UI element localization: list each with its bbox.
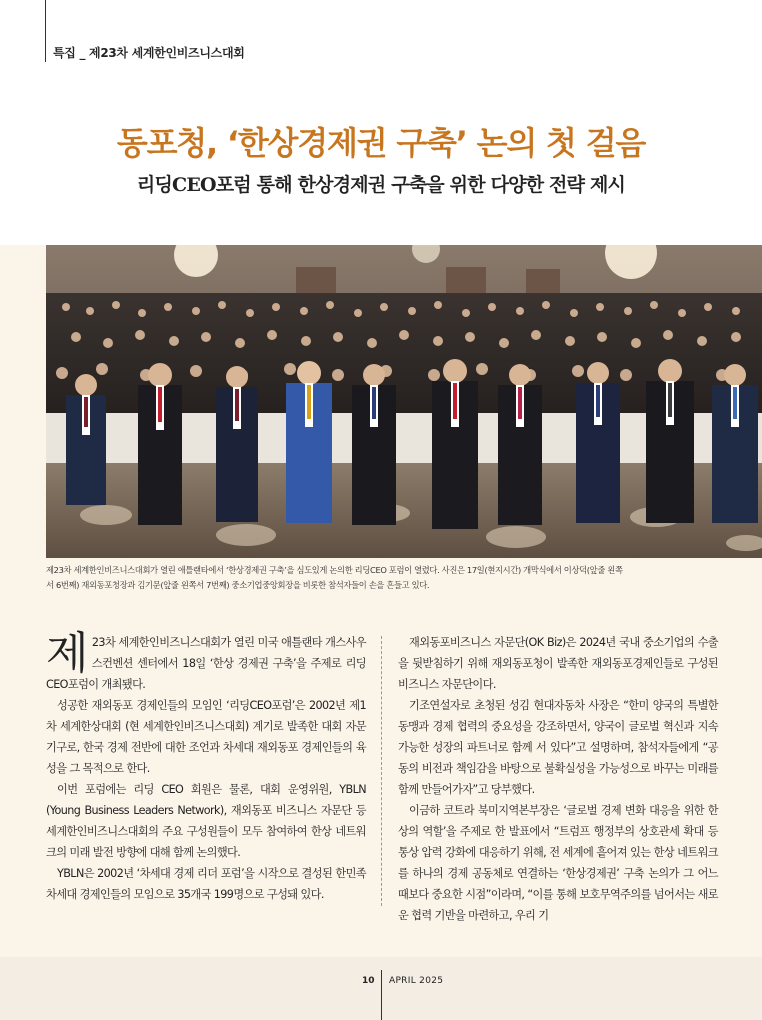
article-column-right xyxy=(398,632,718,926)
article-subheadline: 리딩CEO포럼 통해 한상경제권 구축을 위한 다양한 전략 제시 xyxy=(136,174,626,196)
page-number: 10 xyxy=(362,976,375,986)
event-photo-illustration xyxy=(46,245,762,558)
issue-date: APRIL 2025 xyxy=(389,976,444,986)
article-paragraph: 재외동포비즈니스 자문단(OK Biz)은 2024년 국내 중소기업의 수출을 뒷받침하기 위해 재외동포청이 발족한 재외동포경제인들로 구성된 비즈니스 자문단이다. xyxy=(398,636,718,691)
article-paragraph-text: 23차 세계한인비즈니스대회가 열린 미국 애틀랜타 개스사우스컨벤션 센터에서 18일 ‘한상 경제권 구축’을 주제로 리딩CEO포럼이 개최됐다. xyxy=(46,636,366,691)
drop-cap: 제 xyxy=(46,628,88,679)
article-paragraph: 이금하 코트라 북미지역본부장은 ‘글로벌 경제 변화 대응을 위한 한상의 역할’을 주제로 한 발표에서 “트럼프 행정부의 상호관세 확대 등 통상 압력 강화에 대응하기 위해, 전 세계에 흩어져 있는 한상 네트워크를 하나의 경제 공동체로 연결하는 ‘한상경제권’ 구축 논의가 그 어느 때보다 중요한 시점”이라며, “이를 통해 보호무역주의를 넘어서는 새로운 협력 기반을 마련하고, 우리 기 xyxy=(398,804,718,922)
photo-caption-line-1: 제23차 세계한인비즈니스대회가 열린 애틀랜타에서 ‘한상경제권 구축’을 심도있게 논의한 리딩CEO 포럼이 열렸다. 사진은 17일(현지시간) 개막식에서 이상덕(앞줄 왼쪽 xyxy=(46,565,623,575)
header-rule xyxy=(45,0,46,62)
section-label: 특집 _ 제23차 세계한인비즈니스대회 xyxy=(53,46,245,60)
article-paragraph: 기조연설자로 초청된 성김 현대자동차 사장은 “한미 양국의 특별한 동맹과 경제 협력의 중요성을 강조하면서, 양국이 글로벌 혁신과 지속가능한 성장의 파트너로 함께 서 있다”고 설명하며, 참석자들에게 “공동의 비전과 책임감을 바탕으로 불확실성을 가능성으로 바꾸는 미래를 함께 만들어가자”고 당부했다. xyxy=(398,699,718,796)
article-paragraph: 성공한 재외동포 경제인들의 모임인 ‘리딩CEO포럼’은 2002년 제1차 세계한상대회 (현 세계한인비즈니스대회) 계기로 발족한 대회 자문기구로, 한국 경제 전반에 대한 조언과 차세대 재외동포 경제인들의 육성을 그 목적으로 한다. xyxy=(46,699,366,775)
photo-caption-line-2: 서 6번째) 재외동포청장과 김기문(앞줄 왼쪽서 7번째) 중소기업중앙회장을 비롯한 참석자들이 손을 흔들고 있다. xyxy=(46,580,430,590)
event-photo xyxy=(46,245,762,558)
photo-caption xyxy=(46,563,726,593)
article-column-left xyxy=(46,628,366,905)
column-divider xyxy=(381,636,382,906)
article-paragraph: 이번 포럼에는 리딩 CEO 회원은 물론, 대회 운영위원, YBLN (Young Business Leaders Network), 재외동포 비즈니스 자문단 등 세계한인비즈니스대회의 주요 구성원들이 모두 참여하여 한상 네트워크의 미래 발전 방향에 대해 함께 논의했다. xyxy=(46,783,366,859)
article-paragraph xyxy=(46,628,366,695)
article-paragraph: YBLN은 2002년 ‘차세대 경제 리더 포럼’을 시작으로 결성된 한민족 차세대 경제인들의 모임으로 35개국 199명으로 구성돼 있다. xyxy=(46,867,366,901)
footer-rule xyxy=(381,970,382,1020)
article-headline: 동포청, ‘한상경제권 구축’ 논의 첫 걸음 xyxy=(116,124,646,162)
